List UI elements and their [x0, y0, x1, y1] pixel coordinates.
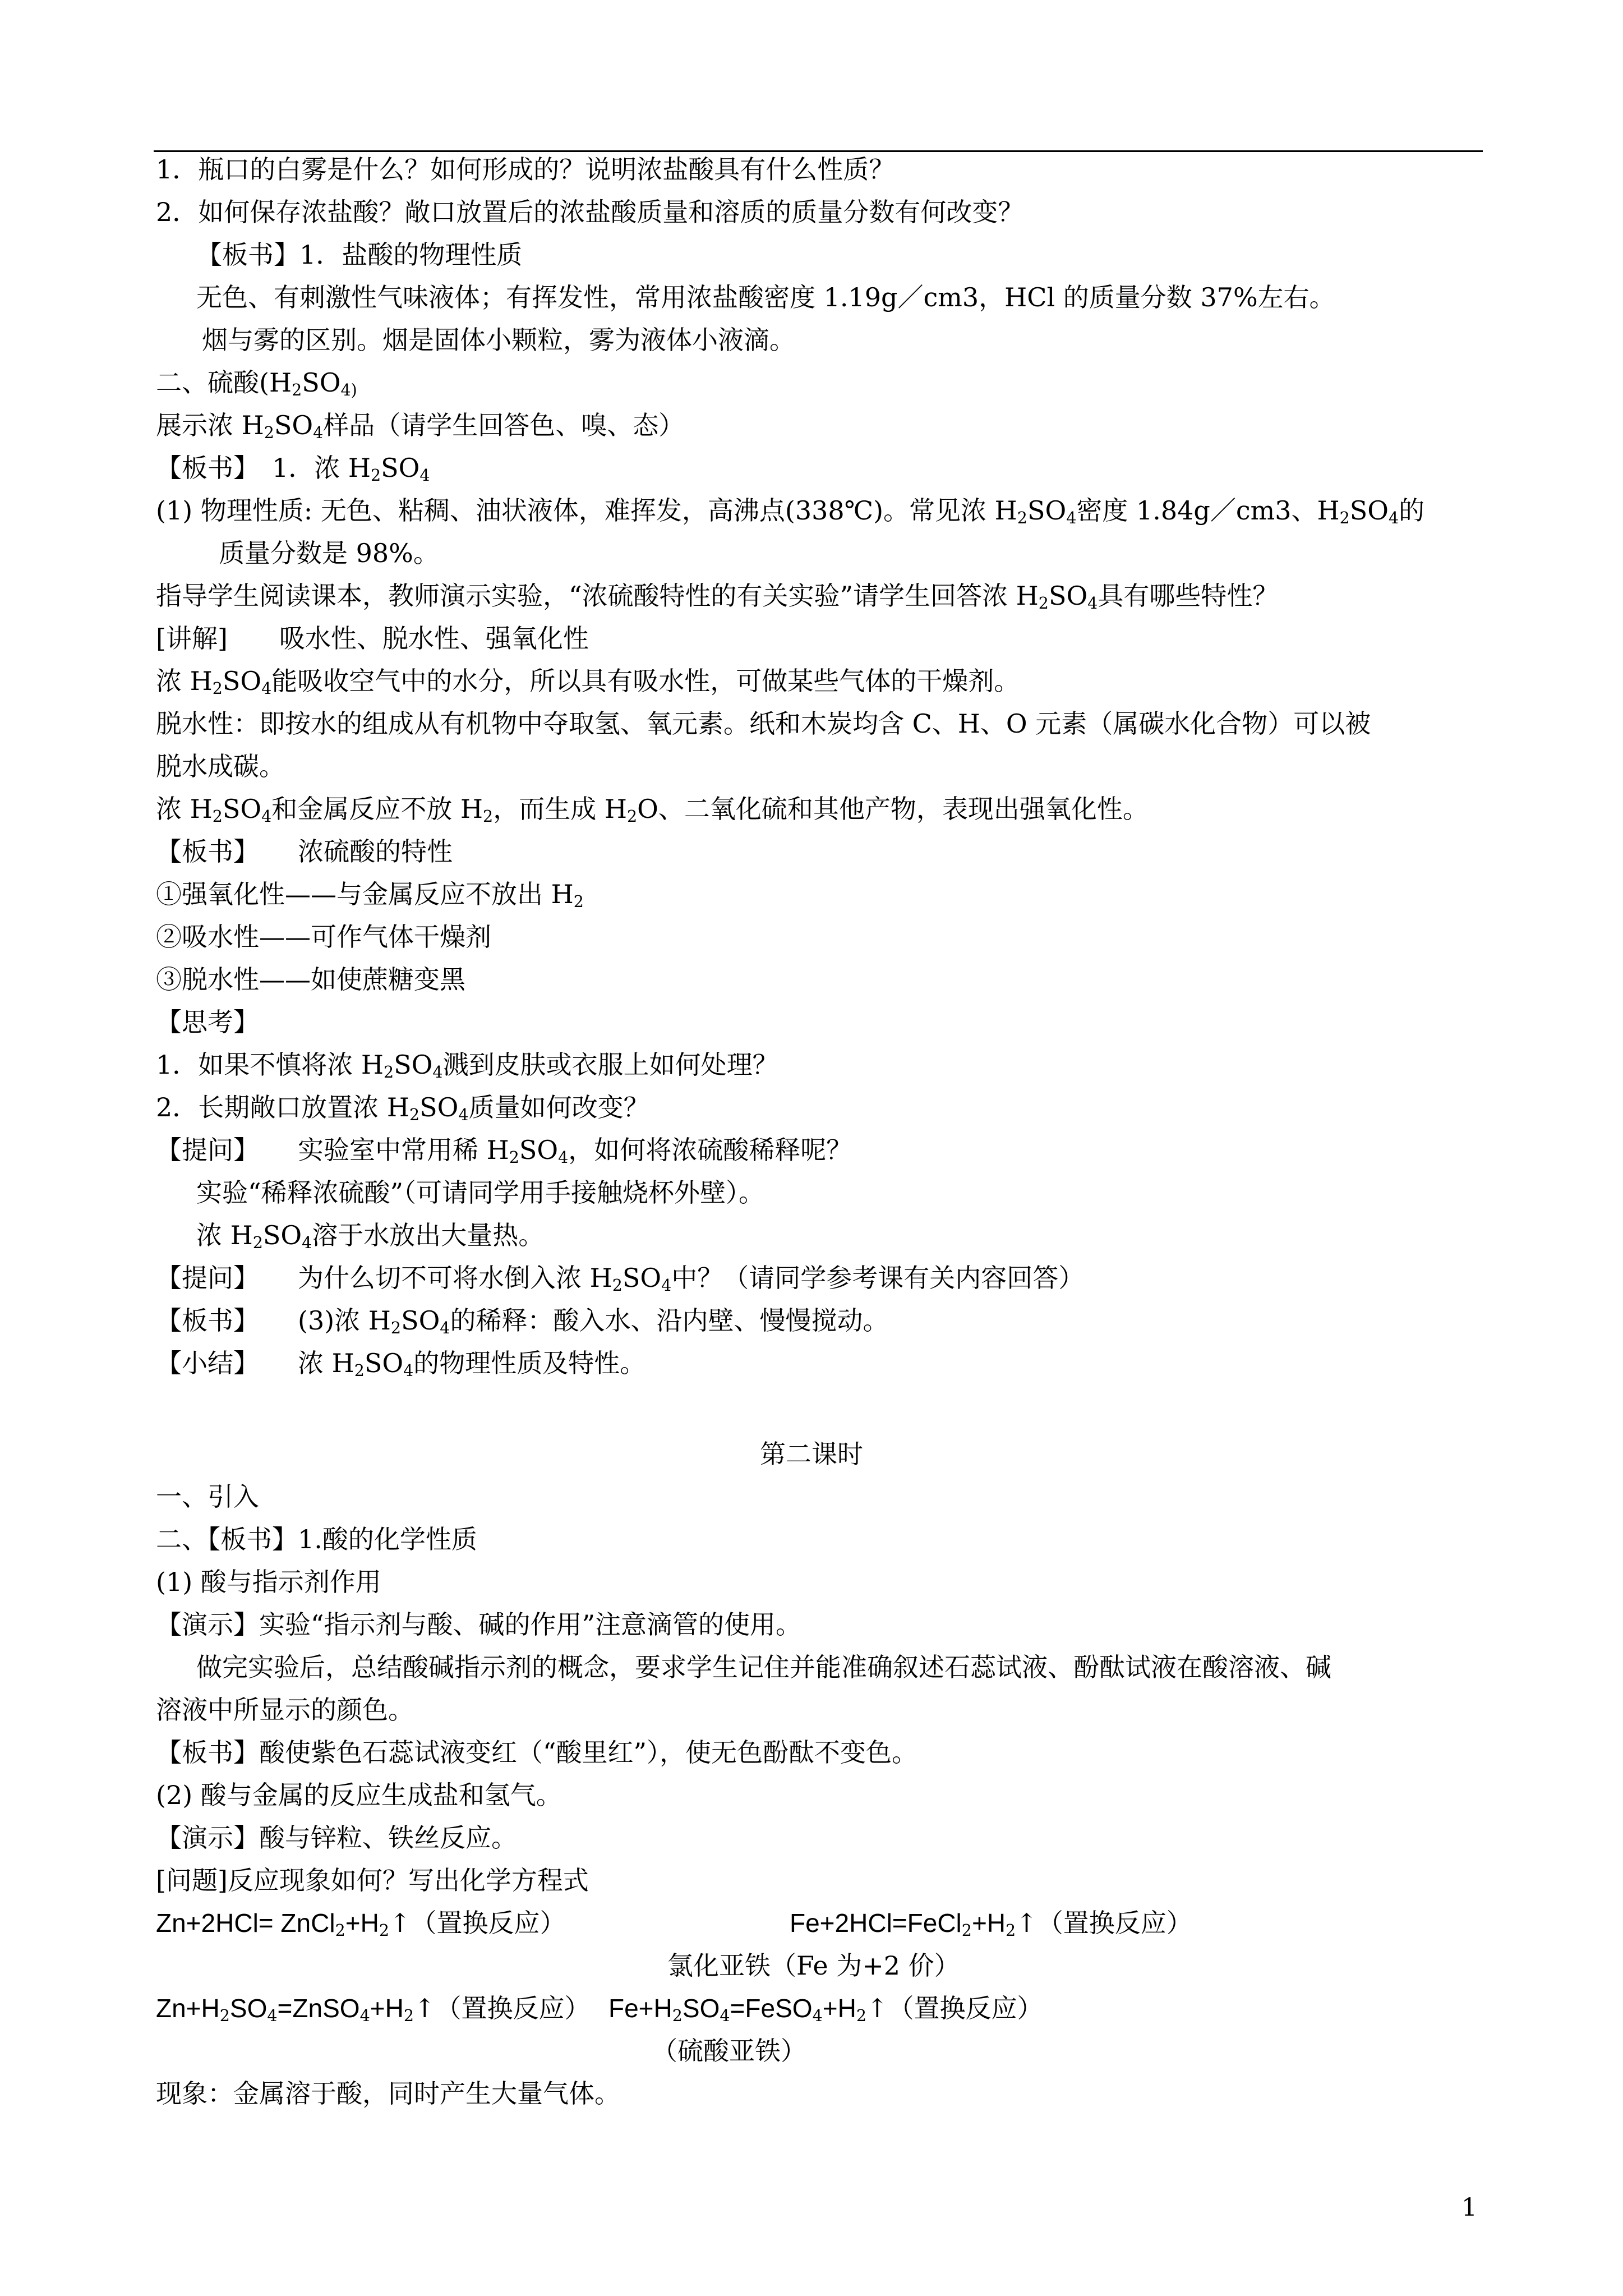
acid-metal-reaction: (2) 酸与金属的反应生成盐和氢气。 [156, 1780, 562, 1810]
board-note-chemical-properties: 二、【板书】1.酸的化学性质 [156, 1524, 477, 1554]
mass-fraction: 质量分数是 98%。 [219, 538, 439, 568]
characteristic-1: ①强氧化性——与金属反应不放出 $H_2$ [156, 879, 584, 912]
summary: 【小结】 浓 $H_2SO_4$的物理性质及特性。 [156, 1348, 646, 1381]
experiment-summary-cont: 溶液中所显示的颜色。 [156, 1695, 414, 1725]
board-note-characteristics: 【板书】 浓硫酸的特性 [156, 836, 453, 867]
physical-properties: (1) 物理性质: 无色、粘稠、油状液体，难挥发，高沸点(338℃)。常见浓 $H_2SO_4$密度 1.84g／cm3、$H_2SO_4$的 [156, 495, 1425, 528]
equation-zn-hcl: $Zn+2HCl= ZnCl_2+H_2↑$（置换反应） [156, 1908, 566, 1940]
equation-fe-hcl: $Fe+2HCl=FeCl_2+H_2↑$（置换反应） [790, 1908, 1192, 1940]
intro-heading: 一、引入 [156, 1481, 259, 1512]
equation-fe-h2so4: $Fe+H_2SO_4=FeSO_4+H_2↑$（置换反应） [608, 1993, 1043, 2026]
demo-zinc-iron: 【演示】酸与锌粒、铁丝反应。 [156, 1823, 517, 1853]
dehydration-note: 脱水性：即按水的组成从有机物中夺取氢、氧元素。纸和木炭均含 C、H、O 元素（属碳水化合物）可以被 [156, 708, 1371, 739]
second-lesson-title: 第二课时 [760, 1439, 863, 1469]
dilution-experiment: 实验“稀释浓硫酸”（可请同学用手接触烧杯外壁）。 [196, 1177, 765, 1208]
hygroscopic-note: 浓 $H_2SO_4$能吸收空气中的水分，所以具有吸水性，可做某些气体的干燥剂。 [156, 666, 1020, 698]
board-note-conc-h2so4: 【板书】 1．浓 $H_2SO_4$ [156, 453, 430, 485]
ask-dilution: 【提问】 实验室中常用稀 $H_2SO_4$，如何将浓硫酸稀释呢？ [156, 1135, 852, 1167]
characteristic-2: ②吸水性——可作气体干燥剂 [156, 922, 491, 952]
oxidizing-note: 浓 $H_2SO_4$和金属反应不放 $H_2$，而生成 $H_2O$、二氧化硫和其他产物，表现出强氧化性。 [156, 794, 1149, 826]
header-rule [154, 150, 1483, 152]
experiment-summary: 做完实验后，总结酸碱指示剂的概念，要求学生记住并能准确叙述石蕊试液、酚酞试液在酸溶液、碱 [196, 1652, 1331, 1682]
show-sample: 展示浓 $H_2SO_4$样品（请学生回答色、嗅、态） [156, 410, 685, 443]
question-phenomenon: [问题]反应现象如何？写出化学方程式 [156, 1865, 589, 1895]
dehydration-note-cont: 脱水成碳。 [156, 751, 285, 781]
section-sulfuric-acid: 二、硫酸($H_2SO_{4)}$ [156, 367, 357, 400]
acid-indicator: (1) 酸与指示剂作用 [156, 1567, 381, 1597]
guide-reading: 指导学生阅读课本，教师演示实验，“浓硫酸特性的有关实验”请学生回答浓 $H_2SO_4$具有哪些特性？ [156, 581, 1279, 613]
smoke-vs-fog: 烟与雾的区别。烟是固体小颗粒，雾为液体小液滴。 [202, 325, 795, 355]
ask-why-not-water: 【提问】 为什么切不可将水倒入浓 $H_2SO_4$中？（请同学参考课有关内容回答） [156, 1263, 1085, 1295]
think-question-2: 2．长期敞口放置浓 $H_2SO_4$质量如何改变？ [156, 1092, 649, 1125]
board-note-hcl: 【板书】1．盐酸的物理性质 [196, 240, 523, 270]
ferrous-sulfate-note: （硫酸亚铁） [652, 2036, 806, 2066]
question-1: 1．瓶口的白雾是什么？如何形成的？说明浓盐酸具有什么性质？ [156, 154, 895, 185]
demo-indicator: 【演示】实验“指示剂与酸、碱的作用”注意滴管的使用。 [156, 1609, 802, 1640]
think-heading: 【思考】 [156, 1007, 259, 1037]
ferrous-chloride-note: 氯化亚铁（Fe 为+2 价） [667, 1950, 960, 1981]
question-2: 2．如何保存浓盐酸？敞口放置后的浓盐酸质量和溶质的质量分数有何改变？ [156, 197, 1024, 227]
board-note-litmus: 【板书】酸使紫色石蕊试液变红（“酸里红”），使无色酚酞不变色。 [156, 1737, 918, 1768]
explanation-properties: [讲解] 吸水性、脱水性、强氧化性 [156, 623, 589, 654]
heat-release: 浓 $H_2SO_4$溶于水放出大量热。 [196, 1220, 545, 1253]
think-question-1: 1．如果不慎将浓 $H_2SO_4$溅到皮肤或衣服上如何处理？ [156, 1050, 778, 1082]
phenomenon: 现象：金属溶于酸，同时产生大量气体。 [156, 2078, 620, 2109]
characteristic-3: ③脱水性——如使蔗糖变黑 [156, 964, 465, 995]
page-number: 1 [1461, 2193, 1477, 2222]
equation-zn-h2so4: $Zn+H_2SO_4=ZnSO_4+H_2↑$（置换反应） [156, 1993, 591, 2026]
hcl-properties: 无色、有刺激性气味液体；有挥发性，常用浓盐酸密度 1.19g／cm3，HCl 的质量分数 37%左右。 [196, 282, 1335, 312]
board-note-dilution: 【板书】 (3)浓 $H_2SO_4$的稀释：酸入水、沿内壁、慢慢搅动。 [156, 1305, 889, 1338]
